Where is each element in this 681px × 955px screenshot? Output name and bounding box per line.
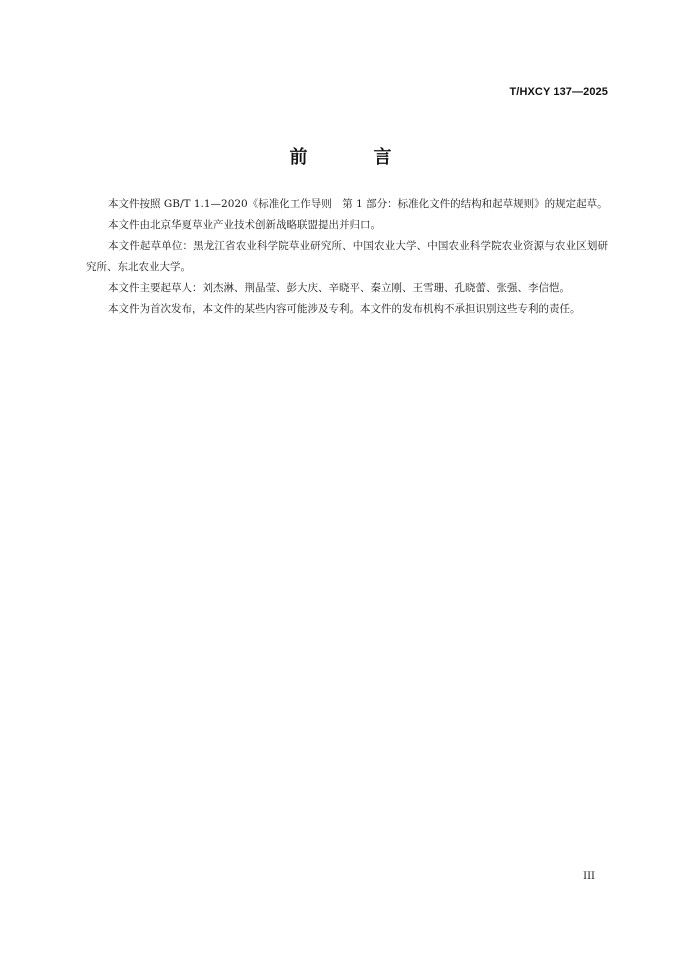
preface-body xyxy=(86,194,608,320)
paragraph-drafting-units: 本文件起草单位：黑龙江省农业科学院草业研究所、中国农业大学、中国农业科学院农业资源与农业区划研究所、东北农业大学。 xyxy=(86,240,608,273)
document-code: T/HXCY 137—2025 xyxy=(509,86,608,98)
page-title: 前 言 xyxy=(289,147,416,168)
paragraph-drafters: 本文件主要起草人：刘杰淋、荆晶莹、彭大庆、辛晓平、秦立刚、王雪珊、孔晓蕾、张强、李信恺。 xyxy=(108,282,570,294)
paragraph-drafting-rules: 本文件按照 GB/T 1.1—2020《标准化工作导则 第 1 部分：标准化文件的结构和起草规则》的规定起草。 xyxy=(108,198,608,210)
page-number: III xyxy=(583,871,595,882)
paragraph-patent-notice: 本文件为首次发布，本文件的某些内容可能涉及专利。本文件的发布机构不承担识别这些专利的责任。 xyxy=(108,303,581,315)
paragraph-proposer: 本文件由北京华夏草业产业技术创新战略联盟提出并归口。 xyxy=(108,219,381,231)
